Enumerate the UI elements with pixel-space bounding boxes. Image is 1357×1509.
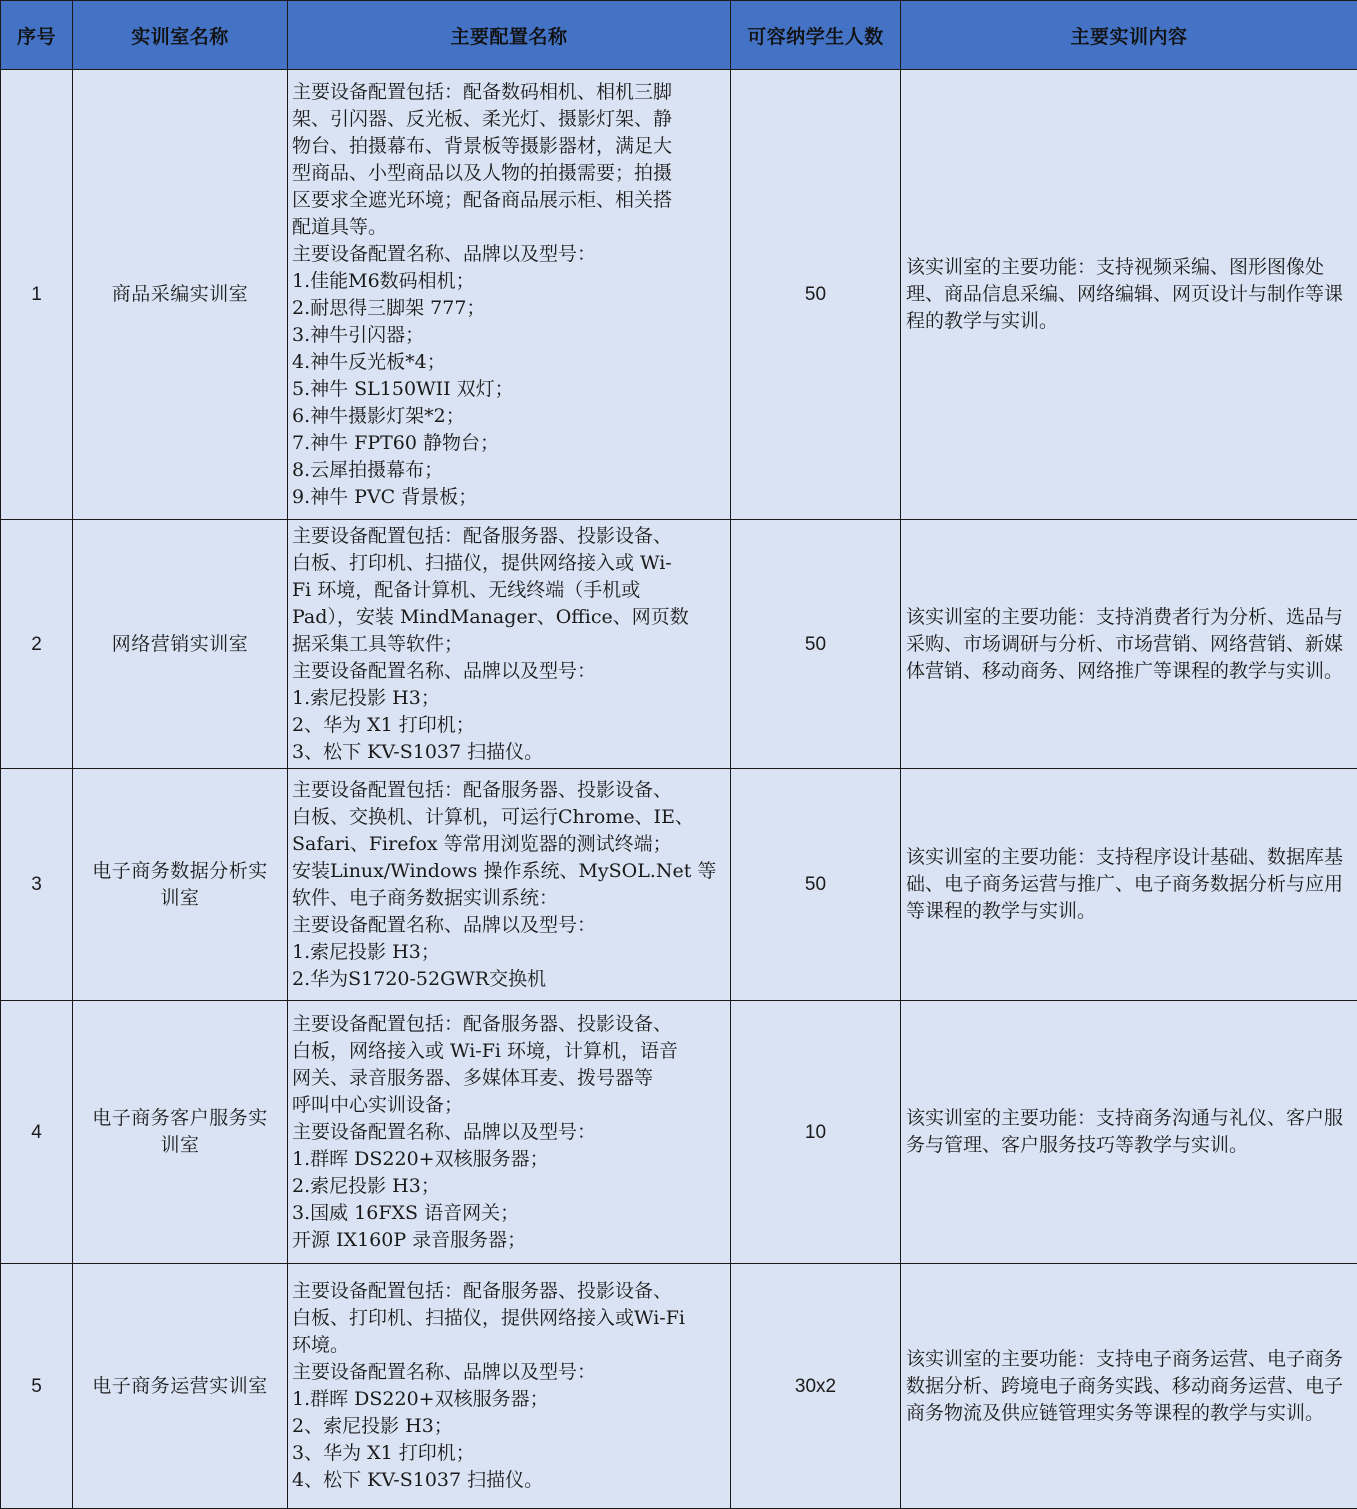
config-line: 1.群晖 DS220+双核服务器；: [292, 1146, 726, 1173]
config-line: 区要求全遮光环境；配备商品展示柜、相关搭: [292, 187, 726, 214]
room-name: 商品采编实训室: [73, 70, 288, 520]
config-line: 1.群晖 DS220+双核服务器；: [292, 1386, 726, 1413]
table-row: [1, 1264, 1357, 1509]
config-line: 配道具等。: [292, 214, 726, 241]
config-line: Safari、Firefox 等常用浏览器的测试终端；: [292, 831, 726, 858]
config-line: 环境。: [292, 1332, 726, 1359]
config-line: 1.索尼投影 H3；: [292, 685, 726, 712]
config-line: 主要设备配置包括：配备数码相机、相机三脚: [292, 79, 726, 106]
header-content: 主要实训内容: [901, 1, 1357, 70]
table-row: [1, 1001, 1357, 1264]
config-line: 9.神牛 PVC 背景板；: [292, 484, 726, 511]
config-line: 主要设备配置名称、品牌以及型号：: [292, 1119, 726, 1146]
config-line: 4.神牛反光板*4；: [292, 349, 726, 376]
header-room-name: 实训室名称: [73, 1, 288, 70]
config-line: 主要设备配置包括：配备服务器、投影设备、: [292, 777, 726, 804]
config-line: 主要设备配置包括：配备服务器、投影设备、: [292, 1011, 726, 1038]
config-line: 2.索尼投影 H3；: [292, 1173, 726, 1200]
table-row: [1, 70, 1357, 520]
row-index: 1: [1, 70, 73, 520]
row-index: 4: [1, 1001, 73, 1264]
config-line: 2.耐思得三脚架 777；: [292, 295, 726, 322]
config-line: 主要设备配置名称、品牌以及型号：: [292, 241, 726, 268]
config-line: 物台、拍摄幕布、背景板等摄影器材，满足大: [292, 133, 726, 160]
capacity-value: 50: [731, 769, 901, 1001]
config-line: 7.神牛 FPT60 静物台；: [292, 430, 726, 457]
config-line: 主要设备配置包括：配备服务器、投影设备、: [292, 1278, 726, 1305]
config-line: 6.神牛摄影灯架*2；: [292, 403, 726, 430]
config-line: 主要设备配置包括：配备服务器、投影设备、: [292, 523, 726, 550]
config-line: 3.国威 16FXS 语音网关；: [292, 1200, 726, 1227]
config-line: 网关、录音服务器、多媒体耳麦、拨号器等: [292, 1065, 726, 1092]
row-index: 3: [1, 769, 73, 1001]
header-index: 序号: [1, 1, 73, 70]
header-config: 主要配置名称: [288, 1, 731, 70]
config-line: 架、引闪器、反光板、柔光灯、摄影灯架、静: [292, 106, 726, 133]
config-line: 安装Linux/Windows 操作系统、MySOL.Net 等: [292, 858, 726, 885]
table-row: [1, 769, 1357, 1001]
capacity-value: 50: [731, 520, 901, 769]
capacity-value: 10: [731, 1001, 901, 1264]
row-index: 2: [1, 520, 73, 769]
training-content: 该实训室的主要功能：支持消费者行为分析、选品与采购、市场调研与分析、市场营销、网络营销、新媒体营销、移动商务、网络推广等课程的教学与实训。: [901, 520, 1357, 769]
room-name: 电子商务运营实训室: [73, 1264, 288, 1509]
config-line: 型商品、小型商品以及人物的拍摄需要；拍摄: [292, 160, 726, 187]
config-cell: [288, 769, 731, 1001]
training-content: 该实训室的主要功能：支持电子商务运营、电子商务数据分析、跨境电子商务实践、移动商务运营、电子商务物流及供应链管理实务等课程的教学与实训。: [901, 1264, 1357, 1509]
config-line: 2、华为 X1 打印机；: [292, 712, 726, 739]
config-line: Fi 环境，配备计算机、无线终端（手机或: [292, 577, 726, 604]
config-cell: [288, 520, 731, 769]
header-row: [1, 1, 1357, 70]
header-capacity: 可容纳学生人数: [731, 1, 901, 70]
config-cell: [288, 1264, 731, 1509]
config-line: 白板，网络接入或 Wi-Fi 环境，计算机，语音: [292, 1038, 726, 1065]
config-line: 主要设备配置名称、品牌以及型号：: [292, 912, 726, 939]
config-cell: [288, 1001, 731, 1264]
room-name: 网络营销实训室: [73, 520, 288, 769]
config-line: 据采集工具等软件；: [292, 631, 726, 658]
config-line: 8.云犀拍摄幕布；: [292, 457, 726, 484]
room-name: 电子商务数据分析实训室: [73, 769, 288, 1001]
training-content: 该实训室的主要功能：支持程序设计基础、数据库基础、电子商务运营与推广、电子商务数据分析与应用等课程的教学与实训。: [901, 769, 1357, 1001]
config-line: 白板、打印机、扫描仪，提供网络接入或Wi-Fi: [292, 1305, 726, 1332]
room-name: 电子商务客户服务实训室: [73, 1001, 288, 1264]
config-cell: [288, 70, 731, 520]
config-line: 开源 IX160P 录音服务器；: [292, 1227, 726, 1254]
config-line: 白板、交换机、计算机，可运行Chrome、IE、: [292, 804, 726, 831]
config-line: 2、索尼投影 H3；: [292, 1413, 726, 1440]
training-content: 该实训室的主要功能：支持视频采编、图形图像处理、商品信息采编、网络编辑、网页设计与制作等课程的教学与实训。: [901, 70, 1357, 520]
config-line: 3、华为 X1 打印机；: [292, 1440, 726, 1467]
config-line: 1.佳能M6数码相机；: [292, 268, 726, 295]
config-line: 2.华为S1720-52GWR交换机: [292, 966, 726, 993]
config-line: 4、松下 KV-S1037 扫描仪。: [292, 1467, 726, 1494]
config-line: Pad），安装 MindManager、Office、网页数: [292, 604, 726, 631]
config-line: 主要设备配置名称、品牌以及型号：: [292, 1359, 726, 1386]
config-line: 软件、电子商务数据实训系统：: [292, 885, 726, 912]
capacity-value: 30x2: [731, 1264, 901, 1509]
table-row: [1, 520, 1357, 769]
config-line: 3、松下 KV-S1037 扫描仪。: [292, 739, 726, 766]
config-line: 1.索尼投影 H3；: [292, 939, 726, 966]
config-line: 呼叫中心实训设备；: [292, 1092, 726, 1119]
training-content: 该实训室的主要功能：支持商务沟通与礼仪、客户服务与管理、客户服务技巧等教学与实训。: [901, 1001, 1357, 1264]
config-line: 5.神牛 SL150WII 双灯；: [292, 376, 726, 403]
config-line: 主要设备配置名称、品牌以及型号：: [292, 658, 726, 685]
capacity-value: 50: [731, 70, 901, 520]
config-line: 3.神牛引闪器；: [292, 322, 726, 349]
config-line: 白板、打印机、扫描仪，提供网络接入或 Wi-: [292, 550, 726, 577]
row-index: 5: [1, 1264, 73, 1509]
